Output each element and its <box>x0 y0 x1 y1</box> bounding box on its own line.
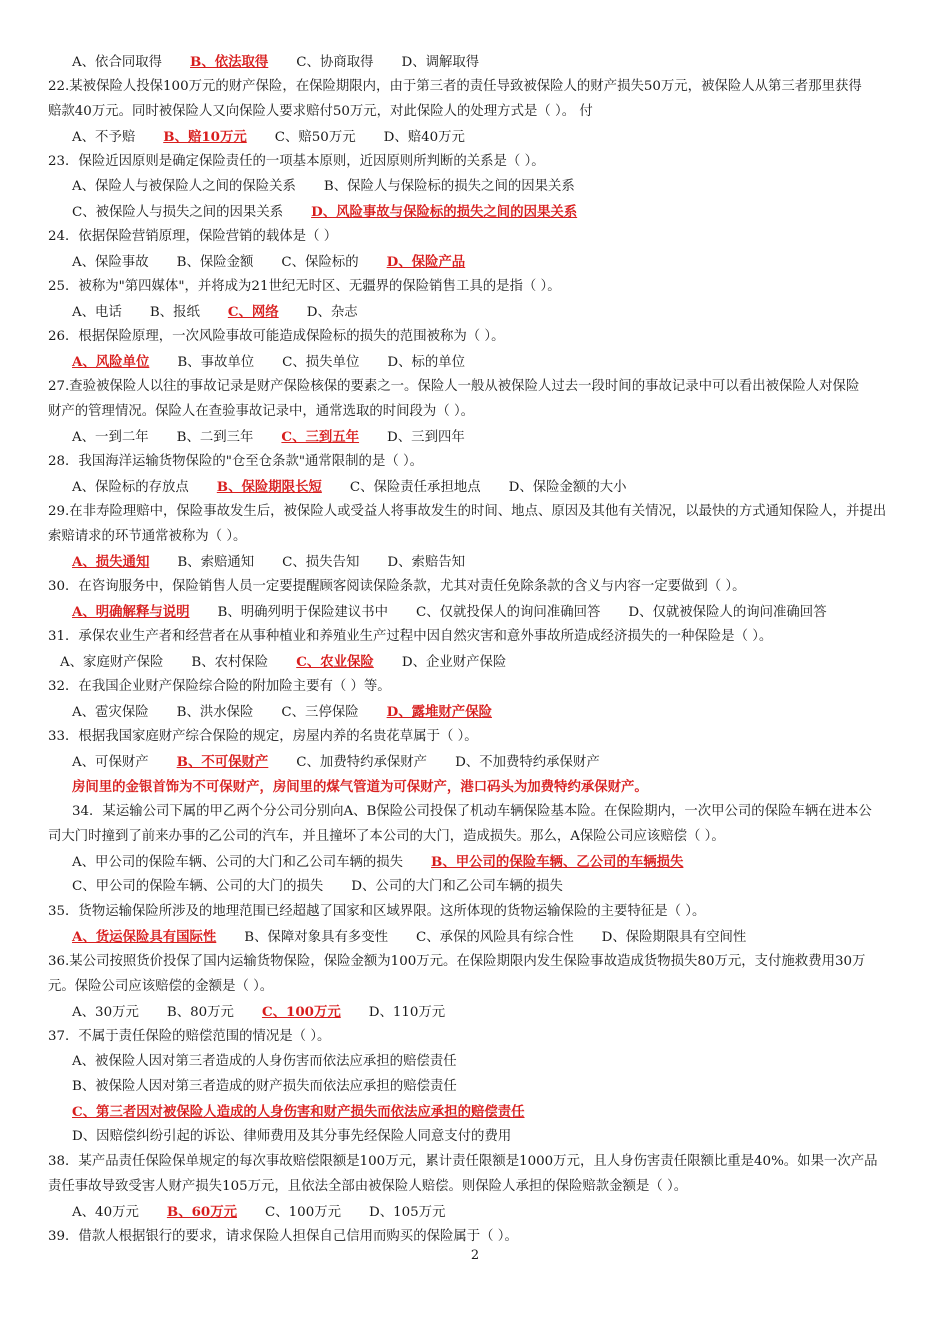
question-text: 35．货物运输保险所涉及的地理范围已经超越了国家和区域界限。这所体现的货物运输保险的主要特征是（ ）。 <box>48 904 706 919</box>
answer-option: C、三停保险 <box>281 705 359 720</box>
answer-option: D、调解取得 <box>401 55 480 70</box>
answer-option: B、二到三年 <box>176 430 254 445</box>
answer-option: B、农村保险 <box>191 655 269 670</box>
answer-option: A、电话 <box>72 305 122 320</box>
answer-option: B、保险人与保险标的损失之间的因果关系 <box>323 179 575 194</box>
page-number: 2 <box>470 1248 480 1263</box>
answer-option: B、洪水保险 <box>176 705 254 720</box>
correct-answer-option: C、网络 <box>227 304 279 320</box>
answer-options-row <box>72 202 914 222</box>
question-text: 29.在非寿险理赔中，保险事故发生后，被保险人或受益人将事故发生的时间、地点、原因及其他有关情况，以最快的方式通知保险人，并提出 <box>48 504 887 519</box>
answer-options-row <box>72 602 914 622</box>
correct-answer-option: D、露堆财产保险 <box>386 704 492 720</box>
answer-option: A、雹灾保险 <box>72 705 149 720</box>
answer-option: D、三到四年 <box>387 430 465 445</box>
correct-answer-option: B、依法取得 <box>190 54 269 70</box>
answer-option: A、一到二年 <box>72 430 149 445</box>
correct-answer-option: A、损失通知 <box>72 554 150 570</box>
answer-option: B、明确列明于保险建议书中 <box>217 605 389 620</box>
question-text: 33．根据我国家庭财产综合保险的规定，房屋内养的名贵花草属于（ ）。 <box>48 729 478 744</box>
question-text: 34．某运输公司下属的甲乙两个分公司分别向A、B保险公司投保了机动车辆保险基本险。在保险期内，一次甲公司的保险车辆在进本公 <box>72 804 872 819</box>
question-text: 财产的管理情况。保险人在查验事故记录中，通常选取的时间段为（ ）。 <box>48 404 475 419</box>
answer-option: B、事故单位 <box>177 355 255 370</box>
answer-option: C、协商取得 <box>296 55 374 70</box>
correct-answer-option: A、风险单位 <box>72 354 150 370</box>
correct-answer-option: B、不可保财产 <box>176 754 269 770</box>
correct-answer-option: A、明确解释与说明 <box>72 604 190 620</box>
answer-option: A、30万元 <box>72 1005 139 1020</box>
answer-options-row <box>72 302 914 322</box>
answer-options-row <box>72 852 914 872</box>
correct-answer-option: C、三到五年 <box>281 429 360 445</box>
question-text: 司大门时撞到了前来办事的乙公司的汽车，并且撞坏了本公司的大门，造成损失。那么，A保险公司应该赔偿（ ）。 <box>48 829 725 844</box>
answer-option: C、被保险人与损失之间的因果关系 <box>72 205 284 220</box>
question-text: A、被保险人因对第三者造成的人身伤害而依法应承担的赔偿责任 <box>72 1054 457 1069</box>
correct-answer-option: D、保险产品 <box>386 254 466 270</box>
answer-options-row <box>72 752 914 772</box>
correct-answer-option: C、100万元 <box>261 1004 341 1020</box>
question-text: 38．某产品责任保险保单规定的每次事故赔偿限额是100万元，累计责任限额是1000万元，且人身伤害责任限额比重是40%。如果一次产品 <box>48 1154 878 1169</box>
question-text: 31．承保农业生产者和经营者在从事种植业和养殖业生产过程中因自然灾害和意外事故所造成经济损失的一种保险是（ ）。 <box>48 629 773 644</box>
answer-option: C、承保的风险具有综合性 <box>416 930 574 945</box>
correct-answer-option: B、赔10万元 <box>163 129 247 145</box>
answer-option: D、110万元 <box>368 1005 446 1020</box>
answer-options-row <box>72 477 914 497</box>
answer-options-row <box>72 177 914 197</box>
answer-option: C、损失告知 <box>282 555 360 570</box>
question-text: D、因赔偿纠纷引起的诉讼、律师费用及其分事先经保险人同意支付的费用 <box>72 1129 512 1144</box>
answer-option: B、索赔通知 <box>177 555 255 570</box>
answer-option: D、标的单位 <box>387 355 466 370</box>
answer-options-row <box>72 1202 914 1222</box>
correct-answer-option: C、农业保险 <box>296 654 374 670</box>
correct-answer-option: B、保险期限长短 <box>216 479 322 495</box>
answer-options-row <box>60 652 914 672</box>
question-text: 22.某被保险人投保100万元的财产保险，在保险期限内，由于第三者的责任导致被保险人的财产损失50万元，被保险人从第三者那里获得 <box>48 79 862 94</box>
answer-option: C、加费特约承保财产 <box>296 755 428 770</box>
answer-options-row <box>72 427 914 447</box>
question-text: 责任事故导致受害人财产损失105万元，且依法全部由被保险人赔偿。则保险人承担的保险赔款金额是（ ）。 <box>48 1179 688 1194</box>
answer-option: A、40万元 <box>72 1205 139 1220</box>
answer-note: 房间里的金银首饰为不可保财产，房间里的煤气管道为可保财产，港口码头为加费特约承保财产。 <box>72 779 648 795</box>
answer-option: C、损失单位 <box>282 355 360 370</box>
answer-options-row <box>72 552 914 572</box>
question-text: 索赔请求的环节通常被称为（ ）。 <box>48 529 247 544</box>
answer-options-row <box>72 127 914 147</box>
answer-option: A、依合同取得 <box>72 55 163 70</box>
question-text: 30．在咨询服务中，保险销售人员一定要提醒顾客阅读保险条款，尤其对责任免除条款的含义与内容一定要做到（ ）。 <box>48 579 746 594</box>
question-text: 39．借款人根据银行的要求，请求保险人担保自己信用而购买的保险属于（ ）。 <box>48 1229 518 1244</box>
question-text: 32．在我国企业财产保险综合险的附加险主要有（ ）等。 <box>48 679 391 694</box>
answer-options-row <box>72 52 914 72</box>
answer-option: D、赔40万元 <box>383 130 465 145</box>
answer-option: A、可保财产 <box>72 755 149 770</box>
answer-option: D、105万元 <box>369 1205 446 1220</box>
answer-option: C、保险责任承担地点 <box>349 480 481 495</box>
answer-option: C、100万元 <box>265 1205 341 1220</box>
question-text: 26．根据保险原理，一次风险事故可能造成保险标的损失的范围被称为（ ）。 <box>48 329 505 344</box>
question-text: 23．保险近因原则是确定保险责任的一项基本原则，近因原则所判断的关系是（ ）。 <box>48 154 545 169</box>
correct-answer-option: D、风险事故与保险标的损失之间的因果关系 <box>311 204 578 220</box>
question-text: 27.查验被保险人以往的事故记录是财产保险核保的要素之一。保险人一般从被保险人过去一段时间的事故记录中可以看出被保险人对保险 <box>48 379 860 394</box>
question-text: 28．我国海洋运输货物保险的"仓至仓条款"通常限制的是（ ）。 <box>48 454 424 469</box>
answer-option: B、报纸 <box>149 305 200 320</box>
answer-option: B、保障对象具有多变性 <box>244 930 389 945</box>
answer-option: C、保险标的 <box>281 255 359 270</box>
answer-option: B、80万元 <box>166 1005 234 1020</box>
correct-answer-option: B、甲公司的保险车辆、乙公司的车辆损失 <box>431 854 684 870</box>
answer-option: A、甲公司的保险车辆、公司的大门和乙公司车辆的损失 <box>72 855 404 870</box>
answer-option: A、家庭财产保险 <box>60 655 164 670</box>
answer-option: D、索赔告知 <box>387 555 466 570</box>
answer-option: A、保险人与被保险人之间的保险关系 <box>72 179 296 194</box>
answer-option: A、不予赔 <box>72 130 136 145</box>
answer-option: A、保险事故 <box>72 255 149 270</box>
answer-option: D、企业财产保险 <box>401 655 507 670</box>
answer-option: D、杂志 <box>306 305 358 320</box>
answer-options-row <box>72 1002 914 1022</box>
question-text: 25．被称为"第四媒体"，并将成为21世纪无时区、无疆界的保险销售工具的是指（ ）。 <box>48 279 561 294</box>
question-text: 元。保险公司应该赔偿的金额是（ ）。 <box>48 979 274 994</box>
question-text: 37．不属于责任保险的赔偿范围的情况是（ ）。 <box>48 1029 331 1044</box>
question-text: 36.某公司按照货价投保了国内运输货物保险，保险金额为100万元。在保险期限内发生保险事故造成货物损失80万元，支付施救费用30万 <box>48 954 866 969</box>
answer-option: C、甲公司的保险车辆、公司的大门的损失 <box>72 879 324 894</box>
answer-options-row <box>72 252 914 272</box>
answer-option: D、公司的大门和乙公司车辆的损失 <box>351 879 563 894</box>
question-text: 赔款40万元。同时被保险人又向保险人要求赔付50万元，对此保险人的处理方式是（ ）。 付 <box>48 104 593 119</box>
correct-answer-option: B、60万元 <box>166 1204 238 1220</box>
correct-answer-option: A、货运保险具有国际性 <box>72 929 217 945</box>
answer-option: D、仅就被保险人的询问准确回答 <box>628 605 827 620</box>
answer-option: D、保险期限具有空间性 <box>601 930 747 945</box>
answer-options-row <box>72 702 914 722</box>
answer-options-row <box>72 352 914 372</box>
answer-option: B、保险金额 <box>176 255 254 270</box>
answer-option: D、不加费特约承保财产 <box>455 755 600 770</box>
answer-option: C、仅就投保人的询问准确回答 <box>416 605 601 620</box>
question-text: 24．依据保险营销原理，保险营销的载体是（ ） <box>48 229 338 244</box>
question-text: B、被保险人因对第三者造成的财产损失而依法应承担的赔偿责任 <box>72 1079 457 1094</box>
answer-option: C、赔50万元 <box>274 130 356 145</box>
correct-answer-option: C、第三者因对被保险人造成的人身伤害和财产损失而依法应承担的赔偿责任 <box>72 1104 525 1120</box>
answer-option: A、保险标的存放点 <box>72 480 189 495</box>
answer-option: D、保险金额的大小 <box>508 480 627 495</box>
answer-options-row <box>72 927 914 947</box>
answer-options-row <box>72 877 914 897</box>
